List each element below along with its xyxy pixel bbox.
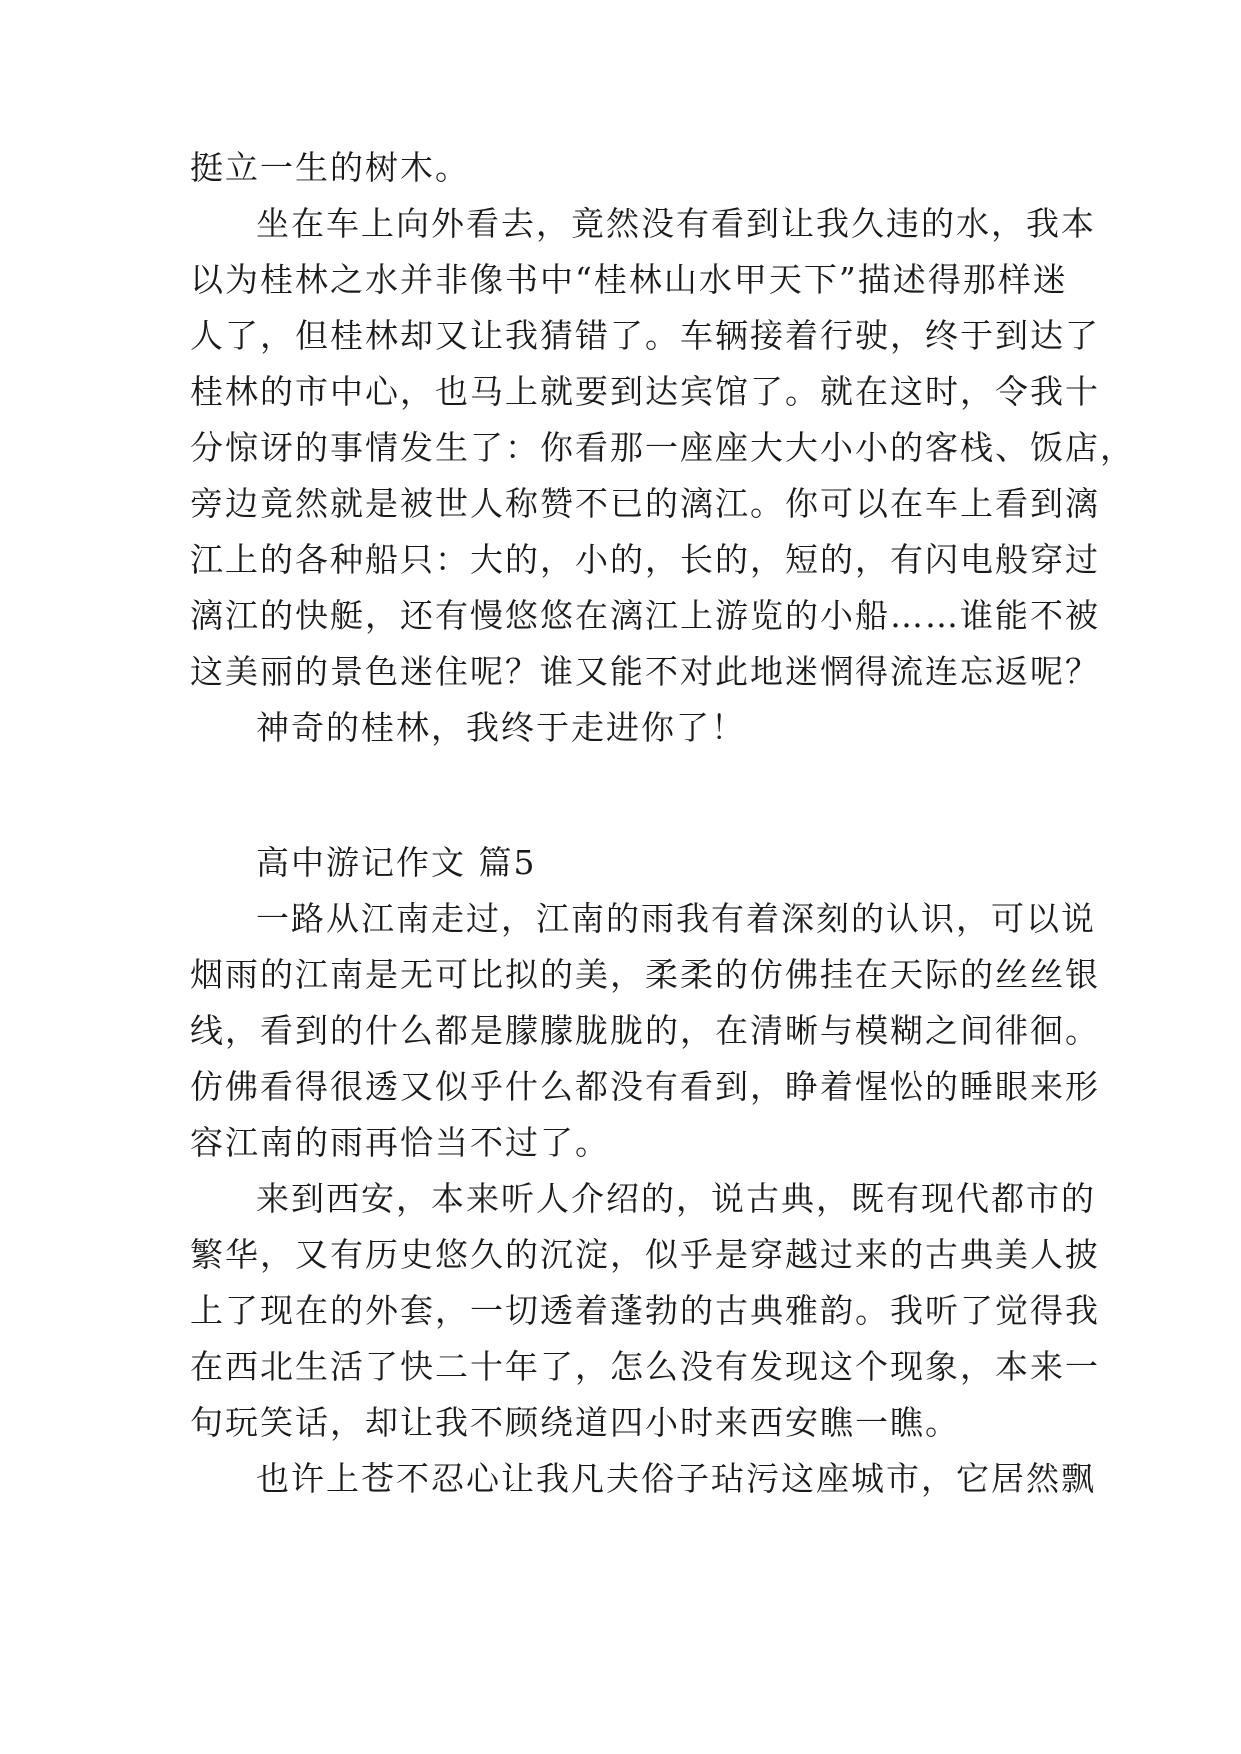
text-line: 分惊讶的事情发生了：你看那一座座大大小小的客栈、饭店， (190, 428, 1135, 467)
paragraph-first-line: 也许上苍不忍心让我凡夫俗子玷污这座城市，它居然飘 (256, 1459, 1096, 1498)
text-line: 人了，但桂林却又让我猜错了。车辆接着行驶，终于到达了 (190, 316, 1100, 355)
text-line: 旁边竟然就是被世人称赞不已的漓江。你可以在车上看到漓 (190, 484, 1100, 523)
paragraph-first-line: 坐在车上向外看去，竟然没有看到让我久违的水，我本 (256, 204, 1096, 243)
section-heading: 高中游记作文 篇5 (256, 843, 537, 882)
paragraph-first-line: 一路从江南走过，江南的雨我有着深刻的认识，可以说 (256, 899, 1096, 938)
text-line: 桂林的市中心，也马上就要到达宾馆了。就在这时，令我十 (190, 372, 1100, 411)
paragraph-first-line: 神奇的桂林，我终于走进你了！ (256, 708, 746, 747)
text-line: 仿佛看得很透又似乎什么都没有看到，睁着惺忪的睡眼来形 (190, 1067, 1100, 1106)
text-line: 上了现在的外套，一切透着蓬勃的古典雅韵。我听了觉得我 (190, 1291, 1100, 1330)
text-line: 容江南的雨再恰当不过了。 (190, 1123, 610, 1162)
text-line: 烟雨的江南是无可比拟的美，柔柔的仿佛挂在天际的丝丝银 (190, 955, 1100, 994)
text-line: 句玩笑话，却让我不顾绕道四小时来西安瞧一瞧。 (190, 1403, 960, 1442)
text-line: 繁华，又有历史悠久的沉淀，似乎是穿越过来的古典美人披 (190, 1235, 1100, 1274)
paragraph-first-line: 来到西安，本来听人介绍的，说古典，既有现代都市的 (256, 1179, 1096, 1218)
text-line: 以为桂林之水并非像书中“桂林山水甲天下”描述得那样迷 (190, 260, 1068, 299)
text-line: 这美丽的景色迷住呢？谁又能不对此地迷惘得流连忘返呢？ (190, 652, 1100, 691)
text-line: 挺立一生的树木。 (190, 148, 470, 187)
text-line: 漓江的快艇，还有慢悠悠在漓江上游览的小船……谁能不被 (190, 596, 1100, 635)
text-line: 在西北生活了快二十年了，怎么没有发现这个现象，本来一 (190, 1347, 1100, 1386)
text-line: 江上的各种船只：大的，小的，长的，短的，有闪电般穿过 (190, 540, 1100, 579)
text-line: 线，看到的什么都是朦朦胧胧的，在清晰与模糊之间徘徊。 (190, 1011, 1100, 1050)
